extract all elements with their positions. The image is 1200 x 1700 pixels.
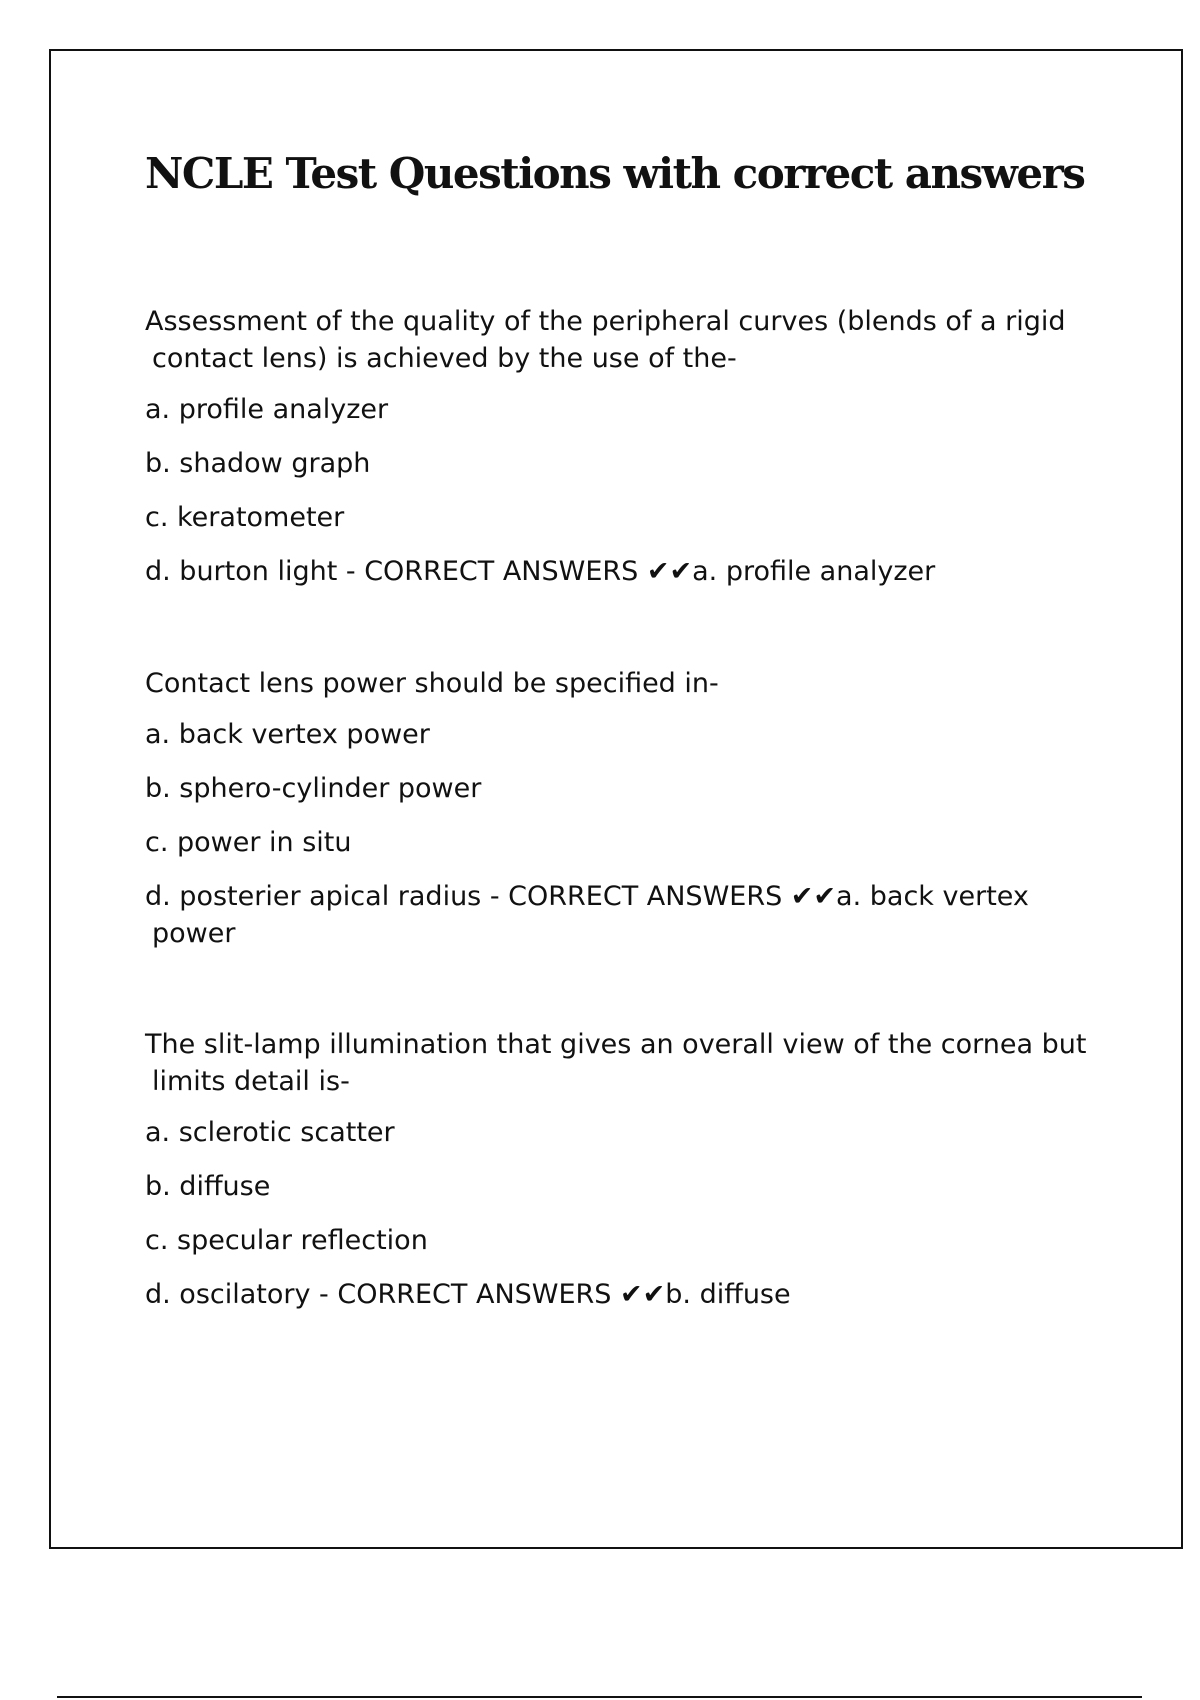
footer-divider (57, 1696, 1142, 1698)
question-block-2 (145, 665, 1095, 969)
answer-option-a: a. sclerotic scatter (145, 1117, 395, 1148)
answer-option-c: c. specular reflection (145, 1225, 428, 1256)
answer-option-d-with-correct-answer: d. posterier apical radius - CORRECT ANSWERS ✔✔a. back vertex power (145, 881, 1029, 949)
answer-option-b: b. diffuse (145, 1171, 271, 1202)
question-block-3 (145, 1026, 1095, 1330)
question-block-1 (145, 303, 1095, 607)
answer-option-c: c. power in situ (145, 827, 352, 858)
answer-option-a: a. back vertex power (145, 719, 430, 750)
answer-option-d-with-correct-answer: d. oscilatory - CORRECT ANSWERS ✔✔b. diffuse (145, 1279, 791, 1310)
question-text: The slit-lamp illumination that gives an overall view of the cornea but limits detail is- (145, 1029, 1087, 1097)
question-text: Assessment of the quality of the peripheral curves (blends of a rigid contact lens) is achieved by the use of the- (145, 306, 1066, 374)
answer-option-b: b. shadow graph (145, 448, 371, 479)
document-title: NCLE Test Questions with correct answers (145, 149, 1085, 198)
answer-option-b: b. sphero-cylinder power (145, 773, 482, 804)
question-text: Contact lens power should be specified in- (145, 668, 719, 699)
answer-option-d-with-correct-answer: d. burton light - CORRECT ANSWERS ✔✔a. profile analyzer (145, 556, 936, 587)
answer-option-c: c. keratometer (145, 502, 345, 533)
answer-option-a: a. profile analyzer (145, 394, 389, 425)
